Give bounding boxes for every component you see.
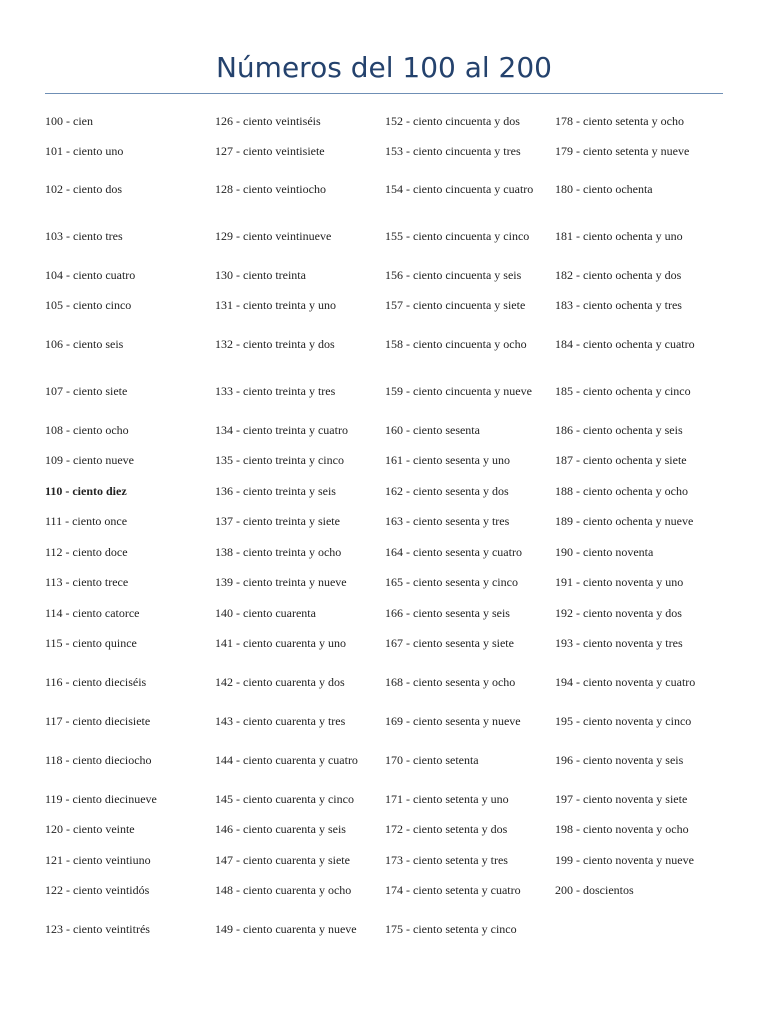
number-entry: 170 - ciento setenta <box>385 752 479 767</box>
number-entry: 179 - ciento setenta y nueve <box>555 144 690 159</box>
number-entry: 181 - ciento ochenta y uno <box>555 228 683 243</box>
number-entry: 135 - ciento treinta y cinco <box>215 453 344 468</box>
table-row <box>45 815 725 845</box>
number-entry: 134 - ciento treinta y cuatro <box>215 422 348 437</box>
number-entry: 196 - ciento noventa y seis <box>555 752 684 767</box>
table-row <box>45 598 725 629</box>
number-entry: 129 - ciento veintinueve <box>215 228 332 243</box>
number-entry: 163 - ciento sesenta y tres <box>385 514 510 529</box>
number-entry: 178 - ciento setenta y ocho <box>555 113 684 128</box>
number-entry: 102 - ciento dos <box>45 182 122 197</box>
number-entry: 195 - ciento noventa y cinco <box>555 713 692 728</box>
number-entry: 141 - ciento cuarenta y uno <box>215 636 346 651</box>
number-entry: 109 - ciento nueve <box>45 453 134 468</box>
number-entry: 147 - ciento cuarenta y siete <box>215 852 350 867</box>
table-row <box>45 845 725 876</box>
number-entry: 140 - ciento cuarenta <box>215 605 316 620</box>
number-entry: 155 - ciento cincuenta y cinco <box>385 228 530 243</box>
number-entry-highlighted: 110 - ciento diez <box>45 483 127 498</box>
number-entry: 108 - ciento ocho <box>45 422 129 437</box>
table-row <box>45 137 725 167</box>
number-entry: 113 - ciento trece <box>45 575 129 590</box>
numbers-table <box>45 106 725 953</box>
number-entry: 184 - ciento ochenta y cuatro <box>555 336 695 351</box>
number-entry: 143 - ciento cuarenta y tres <box>215 713 346 728</box>
number-entry: 114 - ciento catorce <box>45 605 140 620</box>
number-entry: 137 - ciento treinta y siete <box>215 514 340 529</box>
number-entry: 169 - ciento sesenta y nueve <box>385 713 521 728</box>
number-entry: 105 - ciento cinco <box>45 298 132 313</box>
number-entry: 120 - ciento veinte <box>45 822 135 837</box>
number-entry: 175 - ciento setenta y cinco <box>385 921 517 936</box>
number-entry: 152 - ciento cincuenta y dos <box>385 113 520 128</box>
table-row <box>45 737 725 784</box>
number-entry: 142 - ciento cuarenta y dos <box>215 674 345 689</box>
table-row <box>45 415 725 446</box>
number-entry: 162 - ciento sesenta y dos <box>385 483 509 498</box>
number-entry: 200 - doscientos <box>555 883 634 898</box>
number-entry: 180 - ciento ochenta <box>555 182 653 197</box>
number-entry: 149 - ciento cuarenta y nueve <box>215 921 357 936</box>
number-entry: 191 - ciento noventa y uno <box>555 575 684 590</box>
number-entry: 100 - cien <box>45 113 93 128</box>
number-entry: 186 - ciento ochenta y seis <box>555 422 683 437</box>
number-entry: 121 - ciento veintiuno <box>45 852 151 867</box>
number-entry: 115 - ciento quince <box>45 636 137 651</box>
table-row <box>45 568 725 598</box>
table-row <box>45 507 725 537</box>
table-row <box>45 537 725 568</box>
table-row <box>45 368 725 415</box>
number-entry: 160 - ciento sesenta <box>385 422 480 437</box>
number-entry: 164 - ciento sesenta y cuatro <box>385 544 522 559</box>
number-entry: 118 - ciento dieciocho <box>45 752 152 767</box>
number-entry: 158 - ciento cincuenta y ocho <box>385 336 527 351</box>
table-row <box>45 291 725 321</box>
number-entry: 156 - ciento cincuenta y seis <box>385 267 522 282</box>
number-entry: 185 - ciento ochenta y cinco <box>555 383 691 398</box>
table-row <box>45 321 725 368</box>
number-entry: 126 - ciento veintiséis <box>215 113 321 128</box>
table-row <box>45 476 725 507</box>
number-entry: 168 - ciento sesenta y ocho <box>385 674 516 689</box>
number-entry: 128 - ciento veintiocho <box>215 182 326 197</box>
table-row <box>45 784 725 815</box>
number-entry: 130 - ciento treinta <box>215 267 306 282</box>
number-entry: 174 - ciento setenta y cuatro <box>385 883 521 898</box>
number-entry: 199 - ciento noventa y nueve <box>555 852 694 867</box>
table-row <box>45 167 725 213</box>
number-entry: 136 - ciento treinta y seis <box>215 483 336 498</box>
page-title: Números del 100 al 200 <box>215 51 552 84</box>
number-entry: 119 - ciento diecinueve <box>45 791 157 806</box>
table-row <box>45 629 725 659</box>
number-entry: 198 - ciento noventa y ocho <box>555 822 689 837</box>
number-entry: 101 - ciento uno <box>45 144 124 159</box>
number-entry: 132 - ciento treinta y dos <box>215 336 335 351</box>
number-entry: 146 - ciento cuarenta y seis <box>215 822 346 837</box>
number-entry: 131 - ciento treinta y uno <box>215 298 336 313</box>
number-entry: 187 - ciento ochenta y siete <box>555 453 687 468</box>
number-entry: 165 - ciento sesenta y cinco <box>385 575 518 590</box>
number-entry: 111 - ciento once <box>45 514 128 529</box>
table-row <box>45 906 725 953</box>
number-entry: 104 - ciento cuatro <box>45 267 136 282</box>
number-entry: 193 - ciento noventa y tres <box>555 636 683 651</box>
number-entry: 153 - ciento cincuenta y tres <box>385 144 521 159</box>
number-entry: 171 - ciento setenta y uno <box>385 791 509 806</box>
table-row <box>45 106 725 137</box>
number-entry: 145 - ciento cuarenta y cinco <box>215 791 354 806</box>
number-entry: 190 - ciento noventa <box>555 544 654 559</box>
number-entry: 139 - ciento treinta y nueve <box>215 575 347 590</box>
number-entry: 116 - ciento dieciséis <box>45 674 147 689</box>
number-entry: 133 - ciento treinta y tres <box>215 383 336 398</box>
table-row <box>45 659 725 706</box>
number-entry: 138 - ciento treinta y ocho <box>215 544 342 559</box>
table-row <box>45 876 725 906</box>
number-entry: 161 - ciento sesenta y uno <box>385 453 510 468</box>
number-entry: 183 - ciento ochenta y tres <box>555 298 682 313</box>
table-row <box>45 706 725 737</box>
number-entry: 172 - ciento setenta y dos <box>385 822 508 837</box>
number-entry: 194 - ciento noventa y cuatro <box>555 674 696 689</box>
number-entry: 144 - ciento cuarenta y cuatro <box>215 752 358 767</box>
number-entry: 167 - ciento sesenta y siete <box>385 636 514 651</box>
table-row <box>45 260 725 291</box>
title-divider <box>45 93 723 94</box>
number-entry: 103 - ciento tres <box>45 228 123 243</box>
number-entry: 157 - ciento cincuenta y siete <box>385 298 526 313</box>
number-entry: 117 - ciento diecisiete <box>45 713 151 728</box>
number-entry: 197 - ciento noventa y siete <box>555 791 688 806</box>
number-entry: 148 - ciento cuarenta y ocho <box>215 883 352 898</box>
number-entry: 166 - ciento sesenta y seis <box>385 605 510 620</box>
number-entry: 122 - ciento veintidós <box>45 883 150 898</box>
number-entry: 159 - ciento cincuenta y nueve <box>385 383 532 398</box>
table-row <box>45 446 725 476</box>
number-entry: 189 - ciento ochenta y nueve <box>555 514 694 529</box>
number-entry: 123 - ciento veintitrés <box>45 921 150 936</box>
number-entry: 112 - ciento doce <box>45 544 128 559</box>
table-row <box>45 213 725 260</box>
number-entry: 173 - ciento setenta y tres <box>385 852 508 867</box>
number-entry: 127 - ciento veintisiete <box>215 144 325 159</box>
number-entry: 182 - ciento ochenta y dos <box>555 267 682 282</box>
number-entry: 106 - ciento seis <box>45 336 124 351</box>
number-entry: 188 - ciento ochenta y ocho <box>555 483 688 498</box>
number-entry: 192 - ciento noventa y dos <box>555 605 682 620</box>
number-entry: 154 - ciento cincuenta y cuatro <box>385 182 534 197</box>
number-entry: 107 - ciento siete <box>45 383 128 398</box>
